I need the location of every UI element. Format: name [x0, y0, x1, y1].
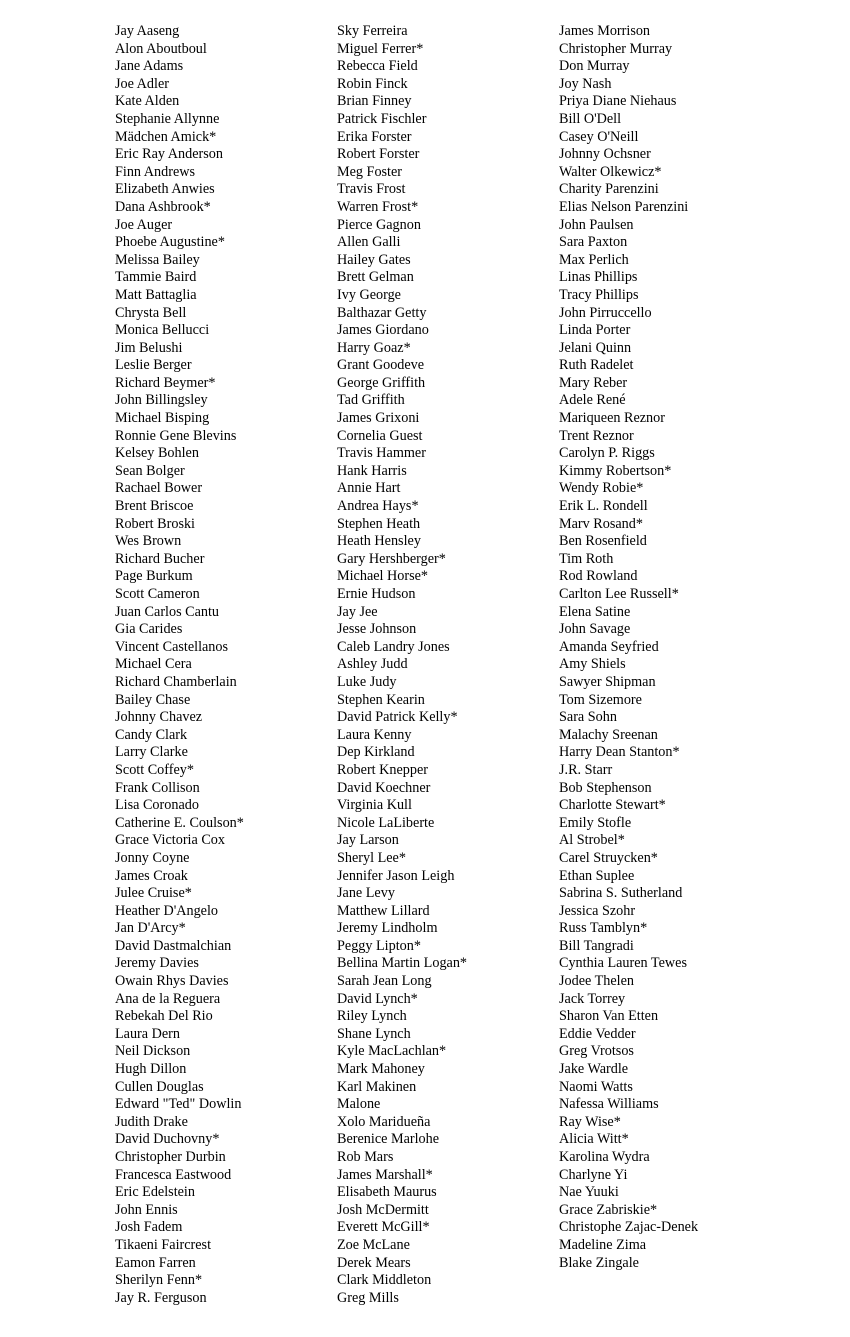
name-list-item: Brett Gelman	[337, 269, 414, 286]
name-list-item: Julee Cruise*	[115, 885, 192, 902]
name-column-1	[115, 23, 330, 1307]
name-list-item: John Billingsley	[115, 392, 208, 409]
name-list-item: Elias Nelson Parenzini	[559, 198, 689, 215]
name-list-item: Gia Carides	[115, 621, 183, 638]
name-list-item: Bailey Chase	[115, 691, 191, 708]
name-list-item: Ivy George	[337, 286, 401, 303]
name-list-item: Jane Adams	[115, 58, 184, 75]
name-list-item: Brent Briscoe	[115, 498, 194, 515]
name-list-item: Joe Adler	[115, 75, 169, 92]
name-list-item: Linas Phillips	[559, 269, 638, 286]
name-list-item: Judith Drake	[115, 1113, 188, 1130]
name-list-item: Berenice Marlohe	[337, 1131, 440, 1148]
name-list-item: Sara Paxton	[559, 234, 628, 251]
name-list-item: Harry Goaz*	[337, 339, 411, 356]
name-list-item: Jennifer Jason Leigh	[337, 867, 455, 884]
name-list-item: Al Strobel*	[559, 832, 625, 849]
name-list-item: Jeremy Davies	[115, 955, 199, 972]
name-list-item: Nicole LaLiberte	[337, 814, 435, 831]
name-list-item: Casey O'Neill	[559, 128, 639, 145]
name-list-item: Mädchen Amick*	[115, 128, 217, 145]
name-list-item: Christopher Murray	[559, 40, 673, 57]
name-list-item: Page Burkum	[115, 568, 193, 585]
name-list-item: Ben Rosenfield	[559, 533, 647, 550]
name-list-item: Jay R. Ferguson	[115, 1289, 207, 1306]
name-list-item: Scott Coffey*	[115, 761, 194, 778]
name-list-item: Christopher Durbin	[115, 1149, 226, 1165]
name-list-item: Zoe McLane	[337, 1236, 410, 1253]
name-list-item: Richard Beymer*	[115, 374, 216, 391]
name-list-item: Travis Hammer	[337, 445, 426, 462]
name-list-item: Naomi Watts	[559, 1078, 633, 1095]
name-list-item: Johnny Ochsner	[559, 146, 651, 163]
name-list-item: Laura Dern	[115, 1025, 180, 1042]
name-list-item: Sean Bolger	[115, 462, 185, 479]
name-list-item: Ana de la Reguera	[115, 990, 221, 1007]
name-list-item: Rob Mars	[337, 1149, 394, 1165]
name-list-item: Grace Zabriskie*	[559, 1201, 658, 1218]
name-list-item: Blake Zingale	[559, 1254, 639, 1271]
name-list-item: Leslie Berger	[115, 357, 192, 374]
name-column-2	[337, 23, 552, 1307]
name-list-item: Wes Brown	[115, 533, 182, 550]
name-list-item: Tammie Baird	[115, 269, 197, 286]
name-list-item: Matt Battaglia	[115, 286, 197, 303]
name-list-item: Finn Andrews	[115, 163, 196, 180]
name-list-item: Elizabeth Anwies	[115, 181, 215, 198]
name-list-item: Jan D'Arcy*	[115, 920, 186, 937]
name-list-item: Jack Torrey	[559, 990, 626, 1007]
name-list-item: Elena Satine	[559, 603, 631, 620]
name-list-item: Malachy Sreenan	[559, 726, 658, 743]
name-list-item: Max Perlich	[559, 251, 629, 268]
name-list-item: Candy Clark	[115, 726, 188, 743]
name-list-item: Riley Lynch	[337, 1008, 407, 1025]
name-list-item: Francesca Eastwood	[115, 1166, 232, 1183]
name-list-item: Virginia Kull	[337, 797, 412, 814]
name-list-item: Robin Finck	[337, 75, 408, 92]
name-list-item: Sharon Van Etten	[559, 1008, 659, 1025]
name-list-item: Joy Nash	[559, 75, 612, 92]
name-list-item: Cynthia Lauren Tewes	[559, 955, 687, 972]
name-list-item: Kelsey Bohlen	[115, 445, 199, 462]
name-list-item: Kimmy Robertson*	[559, 462, 672, 479]
name-list-item: Grant Goodeve	[337, 357, 425, 374]
name-list-item: Kate Alden	[115, 93, 180, 110]
name-list-item: Hugh Dillon	[115, 1061, 187, 1078]
name-list-item: Ruth Radelet	[559, 357, 634, 374]
name-list-item: Sarah Jean Long	[337, 973, 432, 990]
name-list-item: Charlyne Yi	[559, 1166, 628, 1183]
name-list-item: Sawyer Shipman	[559, 673, 656, 690]
name-list-item: David Koechner	[337, 779, 431, 796]
name-list-item: Marv Rosand*	[559, 515, 643, 532]
name-list-item: Madeline Zima	[559, 1236, 647, 1253]
name-list-item: Ray Wise*	[559, 1113, 621, 1130]
name-list-item: Mark Mahoney	[337, 1061, 425, 1078]
name-list-item: Carolyn P. Riggs	[559, 445, 655, 462]
name-list-item: Laura Kenny	[337, 726, 412, 743]
name-list-item: Larry Clarke	[115, 744, 188, 761]
name-list-item: Carel Struycken*	[559, 849, 658, 866]
name-list-item: David Lynch*	[337, 990, 418, 1007]
name-list-item: Ernie Hudson	[337, 586, 416, 602]
name-list-item: Everett McGill*	[337, 1219, 430, 1236]
name-list-item: Eric Ray Anderson	[115, 146, 223, 163]
name-list-item: Linda Porter	[559, 322, 631, 339]
name-list-item: Meg Foster	[337, 163, 403, 180]
name-list-item: Sheryl Lee*	[337, 849, 406, 866]
name-list-item: John Paulsen	[559, 216, 634, 233]
name-list-item: Joe Auger	[115, 216, 173, 233]
name-list-item: Amanda Seyfried	[559, 638, 659, 655]
name-list-item: James Croak	[115, 867, 188, 884]
name-list-item: Elisabeth Maurus	[337, 1184, 437, 1201]
name-list-item: Jesse Johnson	[337, 621, 417, 638]
name-list-item: Xolo Maridueña	[337, 1113, 431, 1130]
name-list-item: Trent Reznor	[559, 427, 634, 444]
name-list-item: Josh Fadem	[115, 1219, 183, 1236]
name-list-item: Cornelia Guest	[337, 427, 423, 444]
name-list-item: Miguel Ferrer*	[337, 40, 424, 57]
name-list-item: Charity Parenzini	[559, 181, 659, 198]
name-list-item: Sherilyn Fenn*	[115, 1272, 203, 1289]
name-list-item: James Grixoni	[337, 410, 420, 427]
name-list-item: Matthew Lillard	[337, 902, 430, 919]
name-list-item: Jelani Quinn	[559, 339, 632, 356]
name-list-item: Rebekah Del Rio	[115, 1008, 213, 1025]
name-list-item: Robert Forster	[337, 146, 420, 163]
name-list-item: Jake Wardle	[559, 1061, 629, 1078]
name-list-item: Eamon Farren	[115, 1254, 196, 1271]
name-list-item: John Pirruccello	[559, 304, 652, 321]
name-list-item: Ethan Suplee	[559, 867, 635, 884]
name-list-item: Christophe Zajac-Denek	[559, 1219, 699, 1236]
name-list-item: Michael Horse*	[337, 568, 429, 585]
name-list-item: Jessica Szohr	[559, 902, 636, 919]
name-list-item: Dep Kirkland	[337, 744, 415, 761]
name-list-item: Heath Hensley	[337, 533, 421, 550]
name-list-item: Annie Hart	[337, 480, 401, 497]
name-list-item: Rebecca Field	[337, 58, 418, 75]
name-list-item: David Dastmalchian	[115, 937, 232, 954]
name-list-item: Ashley Judd	[337, 656, 408, 673]
name-list-item: Stephen Heath	[337, 515, 421, 532]
name-list-item: Stephanie Allynne	[115, 110, 220, 127]
name-list-item: Sky Ferreira	[337, 23, 408, 39]
name-list-item: Greg Mills	[337, 1289, 399, 1306]
name-list-item: Charlotte Stewart*	[559, 797, 666, 814]
name-list-item: Nae Yuuki	[559, 1184, 619, 1201]
name-list-item: David Patrick Kelly*	[337, 709, 458, 726]
name-list-item: Michael Bisping	[115, 410, 210, 427]
name-list-item: Erika Forster	[337, 128, 412, 145]
name-list-item: Emily Stofle	[559, 814, 632, 831]
name-list-item: Allen Galli	[337, 234, 401, 251]
name-list-item: Derek Mears	[337, 1254, 411, 1271]
name-list-item: Alon Aboutboul	[115, 40, 207, 57]
name-list-item: Luke Judy	[337, 673, 397, 690]
name-list-item: Adele René	[559, 392, 626, 409]
name-list-item: Bill Tangradi	[559, 937, 634, 954]
name-list-item: Eric Edelstein	[115, 1184, 195, 1201]
name-list-item: James Giordano	[337, 322, 429, 339]
name-list-item: James Morrison	[559, 23, 651, 39]
name-list-item: Jim Belushi	[115, 339, 183, 356]
name-list-item: David Duchovny*	[115, 1131, 220, 1148]
name-list-item: Tim Roth	[559, 550, 614, 567]
name-list-item: Patrick Fischler	[337, 110, 427, 127]
name-list-item: Sara Sohn	[559, 709, 617, 726]
name-list-item: Mary Reber	[559, 374, 628, 391]
name-list-item: Jeremy Lindholm	[337, 920, 438, 937]
name-list-item: Richard Chamberlain	[115, 673, 237, 690]
name-list-item: Phoebe Augustine*	[115, 234, 225, 251]
name-list-item: Ronnie Gene Blevins	[115, 427, 237, 444]
name-list-item: Lisa Coronado	[115, 797, 199, 814]
name-list-item: Chrysta Bell	[115, 304, 187, 321]
name-list-item: Michael Cera	[115, 656, 192, 673]
name-list-item: Greg Vrotsos	[559, 1043, 634, 1060]
name-list-item: Vincent Castellanos	[115, 638, 229, 655]
name-list-item: Carlton Lee Russell*	[559, 586, 679, 602]
name-list-item: Bob Stephenson	[559, 779, 652, 796]
name-list-item: Tom Sizemore	[559, 691, 642, 708]
name-list-item: Priya Diane Niehaus	[559, 93, 677, 110]
name-list-item: Warren Frost*	[337, 198, 419, 215]
name-list-item: Jay Larson	[337, 832, 399, 849]
name-list-item: Tad Griffith	[337, 392, 405, 409]
name-list-item: Scott Cameron	[115, 586, 200, 602]
name-list-item: Rod Rowland	[559, 568, 638, 585]
name-list-item: Johnny Chavez	[115, 709, 203, 726]
name-list-item: Karl Makinen	[337, 1078, 417, 1095]
name-list-item: Bill O'Dell	[559, 110, 622, 127]
name-list-item: Robert Broski	[115, 515, 195, 532]
name-list-item: Stephen Kearin	[337, 691, 425, 708]
name-list-item: Harry Dean Stanton*	[559, 744, 680, 761]
name-list-item: Jodee Thelen	[559, 973, 634, 990]
name-list-item: Rachael Bower	[115, 480, 203, 497]
name-list-item: Robert Knepper	[337, 761, 429, 778]
name-list-item: Bellina Martin Logan*	[337, 955, 468, 972]
name-list-item: Amy Shiels	[559, 656, 626, 673]
name-list-item: Hank Harris	[337, 462, 407, 479]
name-list-item: Kyle MacLachlan*	[337, 1043, 447, 1060]
name-list-item: Russ Tamblyn*	[559, 920, 648, 937]
name-list-item: Pierce Gagnon	[337, 216, 421, 233]
name-list-item: Owain Rhys Davies	[115, 973, 229, 990]
name-list-item: Karolina Wydra	[559, 1149, 650, 1165]
name-list-item: Erik L. Rondell	[559, 498, 648, 515]
name-list-item: Cullen Douglas	[115, 1078, 204, 1095]
name-list-item: John Ennis	[115, 1201, 178, 1218]
name-list-item: Frank Collison	[115, 779, 200, 796]
name-list-item: Josh McDermitt	[337, 1201, 429, 1218]
name-list-item: Monica Bellucci	[115, 322, 210, 339]
name-list-item: Sabrina S. Sutherland	[559, 885, 683, 902]
name-list-item: Heather D'Angelo	[115, 902, 219, 919]
name-list-item: Wendy Robie*	[559, 480, 644, 497]
name-list-item: George Griffith	[337, 374, 426, 391]
name-list-item: Balthazar Getty	[337, 304, 427, 321]
name-list-item: Tikaeni Faircrest	[115, 1236, 212, 1253]
name-list-item: Clark Middleton	[337, 1272, 432, 1289]
name-list-item: Brian Finney	[337, 93, 412, 110]
name-list-item: Andrea Hays*	[337, 498, 419, 515]
name-list-item: Don Murray	[559, 58, 630, 75]
name-list-item: Tracy Phillips	[559, 286, 639, 303]
name-list-item: Catherine E. Coulson*	[115, 814, 244, 831]
name-list-item: Jonny Coyne	[115, 849, 190, 866]
name-list-item: Dana Ashbrook*	[115, 198, 211, 215]
name-list-item: Alicia Witt*	[559, 1131, 629, 1148]
name-list-item: Peggy Lipton*	[337, 937, 421, 954]
name-list-item: Malone	[337, 1096, 381, 1113]
name-list-item: Neil Dickson	[115, 1043, 191, 1060]
name-list-item: Nafessa Williams	[559, 1096, 659, 1113]
name-list-item: James Marshall*	[337, 1166, 433, 1183]
name-list-item: Eddie Vedder	[559, 1025, 636, 1042]
name-column-3	[559, 23, 799, 1272]
name-list-item: Jay Jee	[337, 603, 378, 620]
name-list-item: John Savage	[559, 621, 631, 638]
name-list-item: J.R. Starr	[559, 761, 613, 778]
name-list-item: Richard Bucher	[115, 550, 205, 567]
name-list-item: Grace Victoria Cox	[115, 832, 225, 849]
name-list-item: Hailey Gates	[337, 251, 411, 268]
name-list-item: Caleb Landry Jones	[337, 638, 450, 655]
name-list-item: Travis Frost	[337, 181, 406, 198]
name-list-item: Jay Aaseng	[115, 23, 180, 39]
name-list-item: Gary Hershberger*	[337, 550, 446, 567]
name-list-item: Shane Lynch	[337, 1025, 411, 1042]
name-list-item: Jane Levy	[337, 885, 395, 902]
name-list-item: Edward "Ted" Dowlin	[115, 1096, 242, 1113]
name-list-item: Melissa Bailey	[115, 251, 200, 268]
name-list-item: Walter Olkewicz*	[559, 163, 662, 180]
name-list-item: Juan Carlos Cantu	[115, 603, 220, 620]
name-list-item: Mariqueen Reznor	[559, 410, 665, 427]
